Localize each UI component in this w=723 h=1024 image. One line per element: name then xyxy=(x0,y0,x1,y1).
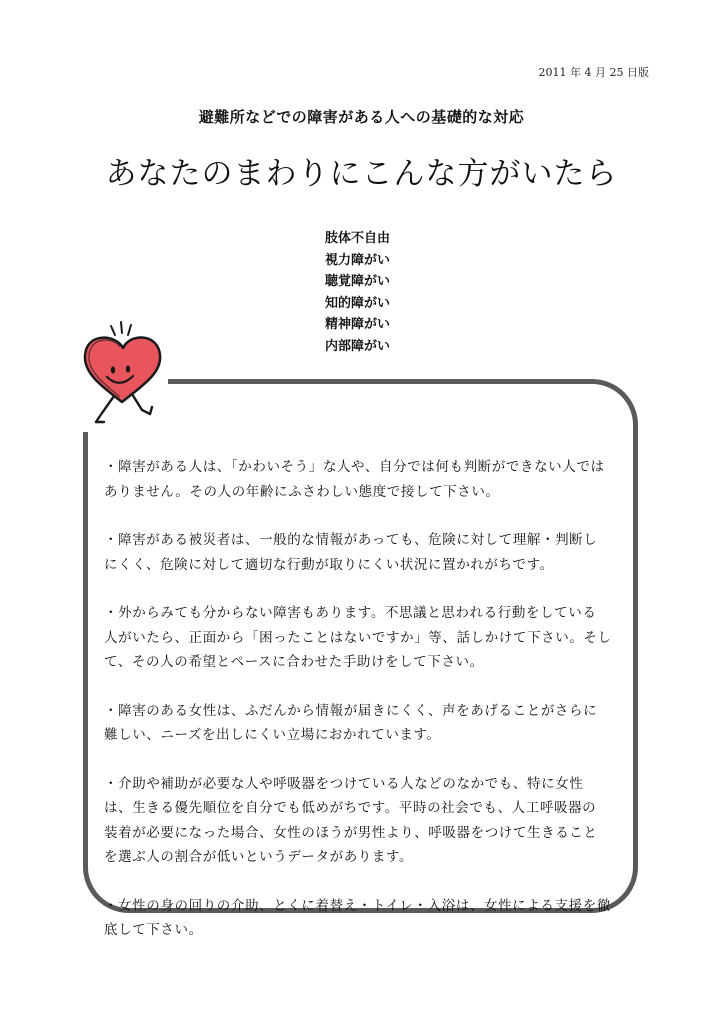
guidance-paragraph: ・女性の身の回りの介助、とくに着替え・トイレ・入浴は、女性による支援を徹 底して下さい。 xyxy=(104,897,611,938)
category-item: 精神障がい xyxy=(325,317,391,332)
document-title: あなたのまわりにこんな方がいたら xyxy=(105,156,618,192)
guidance-paragraph: ・外からみても分からない障害もあります。不思議と思われる行動をしている 人がいたら、正面から「困ったことはないですか」等、話しかけて下さい。そし て、その人の希望とペースに合わせた手助けをして下さい。 xyxy=(104,605,612,670)
guidance-text xyxy=(104,455,624,967)
disability-category-list xyxy=(325,228,390,357)
guidance-paragraph: ・障害がある人は、「かわいそう」な人や、自分では何も判断ができない人では ありません。その人の年齢にふさわしい態度で接して下さい。 xyxy=(104,459,605,500)
guidance-paragraph: ・障害のある女性は、ふだんから情報が届きにくく、声をあげることがさらに 難しい、ニーズを出しにくい立場におかれています。 xyxy=(104,702,598,743)
category-item: 聴覚障がい xyxy=(325,274,391,289)
right-eye xyxy=(126,365,130,372)
sparkle-lines xyxy=(111,322,131,335)
heart-shape xyxy=(85,338,160,402)
guidance-paragraph: ・障害がある被災者は、一般的な情報があっても、危険に対して理解・判断し にくく、危険に対して適切な行動が取りにくい状況に置かれがちです。 xyxy=(104,532,598,573)
category-item: 知的障がい xyxy=(325,295,391,311)
category-item: 肢体不自由 xyxy=(325,231,391,246)
category-item: 視力障がい xyxy=(325,252,391,268)
smiling-heart-icon xyxy=(76,318,176,430)
guidance-paragraph: ・介助や補助が必要な人や呼吸器をつけている人などのなかでも、特に女性 は、生きる優先順位を自分でも低めがちです。平時の社会でも、人工呼吸器の 装着が必要になった場合、女性のほうが男性より、呼吸器をつけて生きること を選ぶ人の割合が低いというデータがあります。 xyxy=(104,775,598,865)
document-subtitle: 避難所などでの障害がある人への基礎的な対応 xyxy=(198,108,525,126)
left-eye xyxy=(111,366,115,373)
edition-date: 2011 年 4 月 25 日版 xyxy=(538,66,649,79)
category-item: 内部障がい xyxy=(325,338,391,354)
